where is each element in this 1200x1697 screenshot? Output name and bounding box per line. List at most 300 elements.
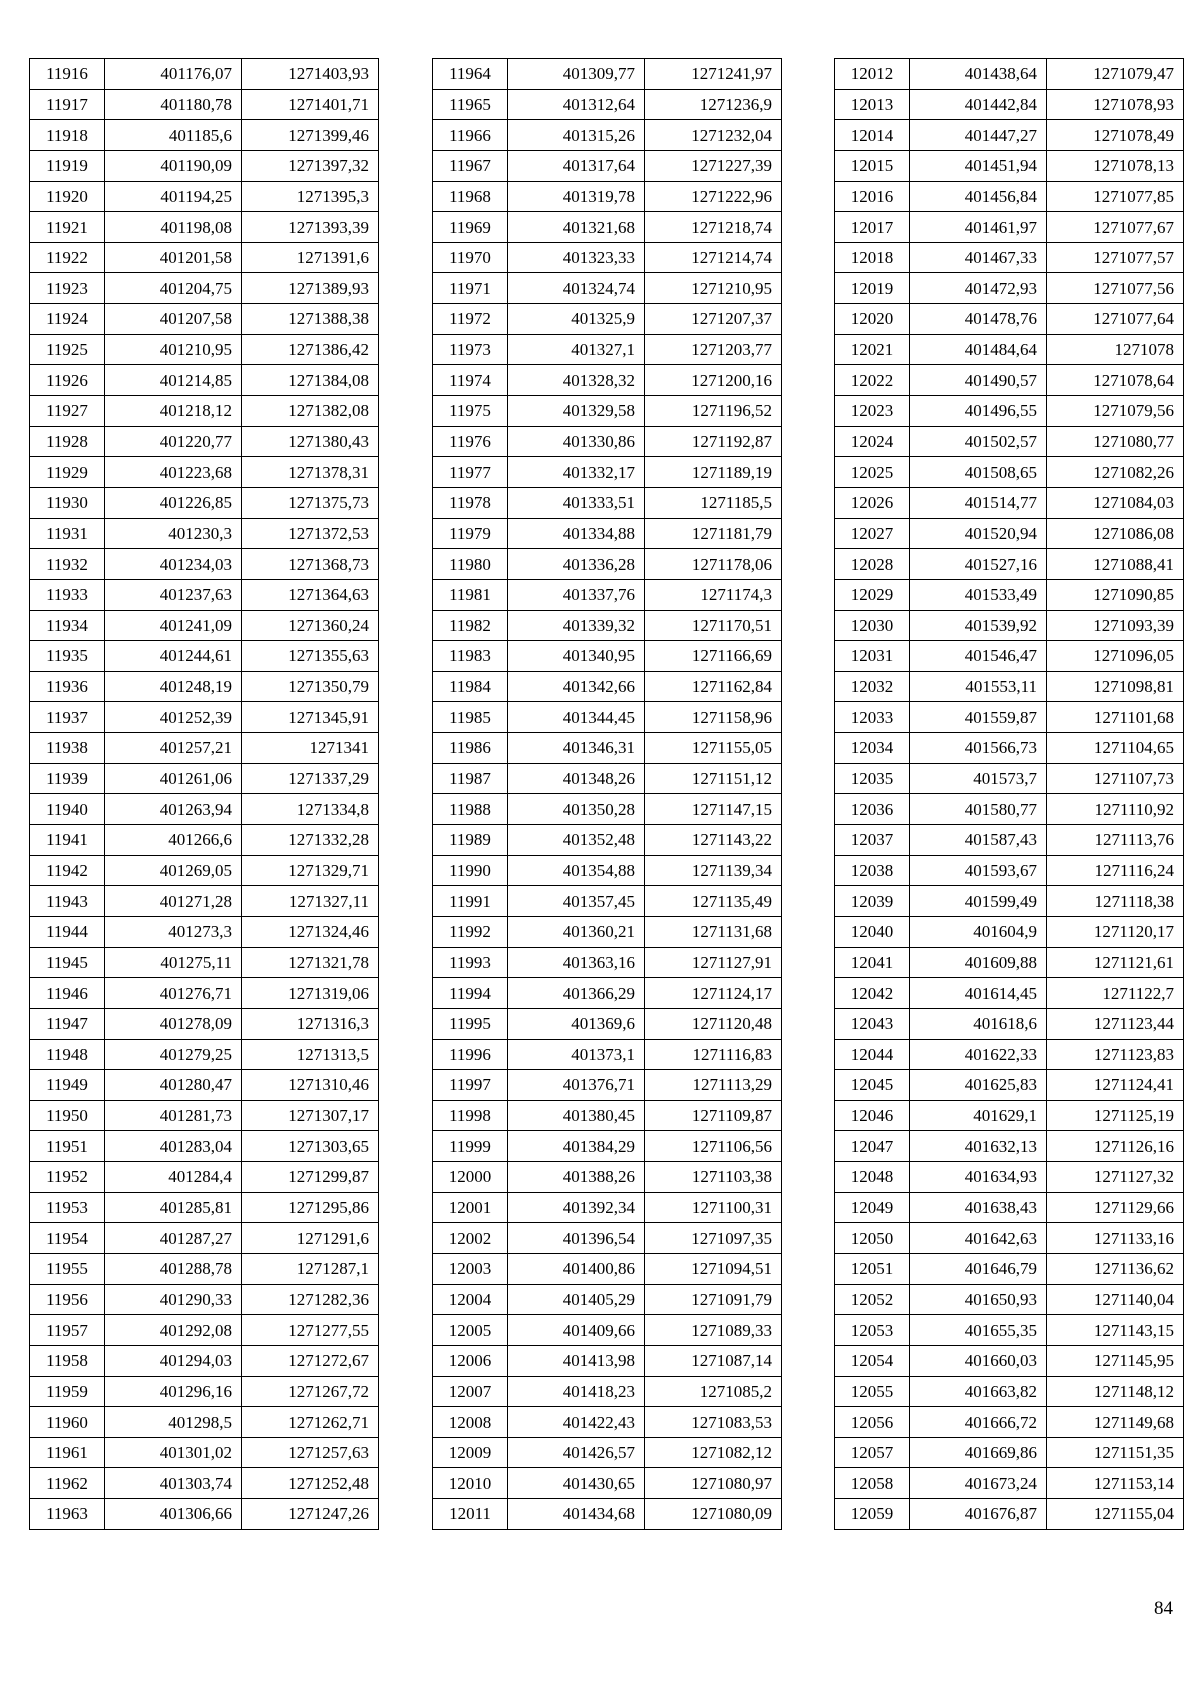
table-row xyxy=(433,1315,782,1346)
x-coordinate-cell: 401204,75 xyxy=(105,273,242,304)
y-coordinate-cell: 1271222,96 xyxy=(645,181,782,212)
table-row xyxy=(835,1253,1184,1284)
y-coordinate-cell: 1271291,6 xyxy=(242,1223,379,1254)
point-number-cell: 11976 xyxy=(433,426,508,457)
x-coordinate-cell: 401248,19 xyxy=(105,671,242,702)
point-number-cell: 12039 xyxy=(835,886,910,917)
point-number-cell: 12023 xyxy=(835,396,910,427)
y-coordinate-cell: 1271174,3 xyxy=(645,579,782,610)
x-coordinate-cell: 401303,74 xyxy=(105,1468,242,1499)
x-coordinate-cell: 401508,65 xyxy=(910,457,1047,488)
table-row xyxy=(433,641,782,672)
point-number-cell: 12055 xyxy=(835,1376,910,1407)
table-row xyxy=(30,59,379,90)
y-coordinate-cell: 1271151,35 xyxy=(1047,1437,1184,1468)
y-coordinate-cell: 1271143,22 xyxy=(645,825,782,856)
table-row xyxy=(30,1131,379,1162)
table-row xyxy=(433,1253,782,1284)
point-number-cell: 12002 xyxy=(433,1223,508,1254)
point-number-cell: 11970 xyxy=(433,242,508,273)
table-row xyxy=(835,242,1184,273)
table-row xyxy=(433,549,782,580)
table-row xyxy=(30,855,379,886)
point-number-cell: 12047 xyxy=(835,1131,910,1162)
x-coordinate-cell: 401271,28 xyxy=(105,886,242,917)
y-coordinate-cell: 1271295,86 xyxy=(242,1192,379,1223)
table-row xyxy=(835,1070,1184,1101)
x-coordinate-cell: 401604,9 xyxy=(910,916,1047,947)
y-coordinate-cell: 1271185,5 xyxy=(645,487,782,518)
x-coordinate-cell: 401622,33 xyxy=(910,1039,1047,1070)
y-coordinate-cell: 1271078,13 xyxy=(1047,150,1184,181)
x-coordinate-cell: 401496,55 xyxy=(910,396,1047,427)
point-number-cell: 11925 xyxy=(30,334,105,365)
y-coordinate-cell: 1271232,04 xyxy=(645,120,782,151)
x-coordinate-cell: 401593,67 xyxy=(910,855,1047,886)
point-number-cell: 11935 xyxy=(30,641,105,672)
table-row xyxy=(433,518,782,549)
y-coordinate-cell: 1271118,38 xyxy=(1047,886,1184,917)
y-coordinate-cell: 1271079,47 xyxy=(1047,59,1184,90)
point-number-cell: 11972 xyxy=(433,304,508,335)
point-number-cell: 11951 xyxy=(30,1131,105,1162)
y-coordinate-cell: 1271131,68 xyxy=(645,916,782,947)
table-row xyxy=(835,763,1184,794)
y-coordinate-cell: 1271393,39 xyxy=(242,212,379,243)
y-coordinate-cell: 1271135,49 xyxy=(645,886,782,917)
table-row xyxy=(30,1468,379,1499)
point-number-cell: 12027 xyxy=(835,518,910,549)
table-row xyxy=(835,150,1184,181)
point-number-cell: 11958 xyxy=(30,1345,105,1376)
table-row xyxy=(835,947,1184,978)
x-coordinate-cell: 401292,08 xyxy=(105,1315,242,1346)
point-number-cell: 11944 xyxy=(30,916,105,947)
y-coordinate-cell: 1271282,36 xyxy=(242,1284,379,1315)
table-row xyxy=(835,1284,1184,1315)
table-row xyxy=(433,1131,782,1162)
x-coordinate-cell: 401294,03 xyxy=(105,1345,242,1376)
y-coordinate-cell: 1271078,64 xyxy=(1047,365,1184,396)
y-coordinate-cell: 1271120,48 xyxy=(645,1008,782,1039)
x-coordinate-cell: 401223,68 xyxy=(105,457,242,488)
y-coordinate-cell: 1271124,17 xyxy=(645,978,782,1009)
table-row xyxy=(835,457,1184,488)
x-coordinate-cell: 401321,68 xyxy=(508,212,645,243)
x-coordinate-cell: 401625,83 xyxy=(910,1070,1047,1101)
y-coordinate-cell: 1271395,3 xyxy=(242,181,379,212)
y-coordinate-cell: 1271403,93 xyxy=(242,59,379,90)
table-row xyxy=(433,1437,782,1468)
x-coordinate-cell: 401296,16 xyxy=(105,1376,242,1407)
table-row xyxy=(433,763,782,794)
y-coordinate-cell: 1271109,87 xyxy=(645,1100,782,1131)
table-row xyxy=(835,89,1184,120)
y-coordinate-cell: 1271080,77 xyxy=(1047,426,1184,457)
x-coordinate-cell: 401634,93 xyxy=(910,1162,1047,1193)
table-row xyxy=(835,1407,1184,1438)
y-coordinate-cell: 1271399,46 xyxy=(242,120,379,151)
point-number-cell: 12042 xyxy=(835,978,910,1009)
table-row xyxy=(433,365,782,396)
y-coordinate-cell: 1271140,04 xyxy=(1047,1284,1184,1315)
table-row xyxy=(433,487,782,518)
y-coordinate-cell: 1271313,5 xyxy=(242,1039,379,1070)
point-number-cell: 12000 xyxy=(433,1162,508,1193)
point-number-cell: 12040 xyxy=(835,916,910,947)
table-row xyxy=(433,579,782,610)
x-coordinate-cell: 401451,94 xyxy=(910,150,1047,181)
point-number-cell: 12033 xyxy=(835,702,910,733)
y-coordinate-cell: 1271078,49 xyxy=(1047,120,1184,151)
x-coordinate-cell: 401669,86 xyxy=(910,1437,1047,1468)
table-row xyxy=(433,1100,782,1131)
table-row xyxy=(30,1437,379,1468)
x-coordinate-cell: 401405,29 xyxy=(508,1284,645,1315)
point-number-cell: 11988 xyxy=(433,794,508,825)
y-coordinate-cell: 1271372,53 xyxy=(242,518,379,549)
table-row xyxy=(30,365,379,396)
table-row xyxy=(835,59,1184,90)
table-row xyxy=(835,304,1184,335)
table-row xyxy=(30,396,379,427)
x-coordinate-cell: 401478,76 xyxy=(910,304,1047,335)
y-coordinate-cell: 1271084,03 xyxy=(1047,487,1184,518)
y-coordinate-cell: 1271252,48 xyxy=(242,1468,379,1499)
x-coordinate-cell: 401325,9 xyxy=(508,304,645,335)
table-row xyxy=(30,181,379,212)
x-coordinate-cell: 401650,93 xyxy=(910,1284,1047,1315)
point-number-cell: 11949 xyxy=(30,1070,105,1101)
table-row xyxy=(835,549,1184,580)
y-coordinate-cell: 1271101,68 xyxy=(1047,702,1184,733)
y-coordinate-cell: 1271227,39 xyxy=(645,150,782,181)
y-coordinate-cell: 1271178,06 xyxy=(645,549,782,580)
table-row xyxy=(433,671,782,702)
table-row xyxy=(835,396,1184,427)
point-number-cell: 11943 xyxy=(30,886,105,917)
point-number-cell: 11937 xyxy=(30,702,105,733)
y-coordinate-cell: 1271098,81 xyxy=(1047,671,1184,702)
point-number-cell: 11978 xyxy=(433,487,508,518)
point-number-cell: 11931 xyxy=(30,518,105,549)
x-coordinate-cell: 401384,29 xyxy=(508,1131,645,1162)
table-row xyxy=(433,947,782,978)
table-row xyxy=(835,1499,1184,1530)
point-number-cell: 11921 xyxy=(30,212,105,243)
point-number-cell: 11947 xyxy=(30,1008,105,1039)
point-number-cell: 12049 xyxy=(835,1192,910,1223)
y-coordinate-cell: 1271200,16 xyxy=(645,365,782,396)
point-number-cell: 12053 xyxy=(835,1315,910,1346)
x-coordinate-cell: 401281,73 xyxy=(105,1100,242,1131)
y-coordinate-cell: 1271334,8 xyxy=(242,794,379,825)
y-coordinate-cell: 1271125,19 xyxy=(1047,1100,1184,1131)
table-row xyxy=(835,212,1184,243)
table-row xyxy=(30,733,379,764)
x-coordinate-cell: 401301,02 xyxy=(105,1437,242,1468)
x-coordinate-cell: 401376,71 xyxy=(508,1070,645,1101)
point-number-cell: 11993 xyxy=(433,947,508,978)
x-coordinate-cell: 401527,16 xyxy=(910,549,1047,580)
table-row xyxy=(835,1039,1184,1070)
point-number-cell: 12015 xyxy=(835,150,910,181)
x-coordinate-cell: 401533,49 xyxy=(910,579,1047,610)
point-number-cell: 11966 xyxy=(433,120,508,151)
y-coordinate-cell: 1271087,14 xyxy=(645,1345,782,1376)
point-number-cell: 11981 xyxy=(433,579,508,610)
y-coordinate-cell: 1271321,78 xyxy=(242,947,379,978)
point-number-cell: 12059 xyxy=(835,1499,910,1530)
point-number-cell: 12048 xyxy=(835,1162,910,1193)
table-row xyxy=(30,1100,379,1131)
table-row xyxy=(835,886,1184,917)
point-number-cell: 11965 xyxy=(433,89,508,120)
point-number-cell: 12052 xyxy=(835,1284,910,1315)
x-coordinate-cell: 401553,11 xyxy=(910,671,1047,702)
point-number-cell: 11956 xyxy=(30,1284,105,1315)
y-coordinate-cell: 1271091,79 xyxy=(645,1284,782,1315)
y-coordinate-cell: 1271104,65 xyxy=(1047,733,1184,764)
point-number-cell: 12010 xyxy=(433,1468,508,1499)
point-number-cell: 12036 xyxy=(835,794,910,825)
y-coordinate-cell: 1271155,04 xyxy=(1047,1499,1184,1530)
x-coordinate-cell: 401472,93 xyxy=(910,273,1047,304)
x-coordinate-cell: 401580,77 xyxy=(910,794,1047,825)
x-coordinate-cell: 401559,87 xyxy=(910,702,1047,733)
point-number-cell: 11986 xyxy=(433,733,508,764)
x-coordinate-cell: 401279,25 xyxy=(105,1039,242,1070)
point-number-cell: 12016 xyxy=(835,181,910,212)
point-number-cell: 11980 xyxy=(433,549,508,580)
point-number-cell: 11967 xyxy=(433,150,508,181)
x-coordinate-cell: 401484,64 xyxy=(910,334,1047,365)
point-number-cell: 12004 xyxy=(433,1284,508,1315)
y-coordinate-cell: 1271086,08 xyxy=(1047,518,1184,549)
x-coordinate-cell: 401327,1 xyxy=(508,334,645,365)
y-coordinate-cell: 1271126,16 xyxy=(1047,1131,1184,1162)
x-coordinate-cell: 401290,33 xyxy=(105,1284,242,1315)
x-coordinate-cell: 401348,26 xyxy=(508,763,645,794)
table-row xyxy=(433,1070,782,1101)
y-coordinate-cell: 1271151,12 xyxy=(645,763,782,794)
y-coordinate-cell: 1271077,64 xyxy=(1047,304,1184,335)
table-row xyxy=(433,59,782,90)
point-number-cell: 11995 xyxy=(433,1008,508,1039)
table-row xyxy=(835,855,1184,886)
y-coordinate-cell: 1271341 xyxy=(242,733,379,764)
point-number-cell: 11997 xyxy=(433,1070,508,1101)
point-number-cell: 11950 xyxy=(30,1100,105,1131)
point-number-cell: 12022 xyxy=(835,365,910,396)
y-coordinate-cell: 1271113,76 xyxy=(1047,825,1184,856)
point-number-cell: 12024 xyxy=(835,426,910,457)
table-row xyxy=(433,1376,782,1407)
table-row xyxy=(30,242,379,273)
y-coordinate-cell: 1271189,19 xyxy=(645,457,782,488)
x-coordinate-cell: 401409,66 xyxy=(508,1315,645,1346)
x-coordinate-cell: 401210,95 xyxy=(105,334,242,365)
x-coordinate-cell: 401350,28 xyxy=(508,794,645,825)
x-coordinate-cell: 401284,4 xyxy=(105,1162,242,1193)
y-coordinate-cell: 1271082,12 xyxy=(645,1437,782,1468)
y-coordinate-cell: 1271100,31 xyxy=(645,1192,782,1223)
table-row xyxy=(30,1315,379,1346)
y-coordinate-cell: 1271139,34 xyxy=(645,855,782,886)
x-coordinate-cell: 401283,04 xyxy=(105,1131,242,1162)
y-coordinate-cell: 1271214,74 xyxy=(645,242,782,273)
table-row xyxy=(835,181,1184,212)
y-coordinate-cell: 1271124,41 xyxy=(1047,1070,1184,1101)
y-coordinate-cell: 1271093,39 xyxy=(1047,610,1184,641)
y-coordinate-cell: 1271319,06 xyxy=(242,978,379,1009)
table-row xyxy=(30,1499,379,1530)
table-row xyxy=(30,120,379,151)
x-coordinate-cell: 401273,3 xyxy=(105,916,242,947)
x-coordinate-cell: 401309,77 xyxy=(508,59,645,90)
point-number-cell: 12008 xyxy=(433,1407,508,1438)
point-number-cell: 11942 xyxy=(30,855,105,886)
point-number-cell: 12050 xyxy=(835,1223,910,1254)
table-row xyxy=(433,1407,782,1438)
y-coordinate-cell: 1271196,52 xyxy=(645,396,782,427)
table-row xyxy=(30,212,379,243)
point-number-cell: 11985 xyxy=(433,702,508,733)
point-number-cell: 11945 xyxy=(30,947,105,978)
point-number-cell: 11990 xyxy=(433,855,508,886)
x-coordinate-cell: 401447,27 xyxy=(910,120,1047,151)
table-row xyxy=(835,518,1184,549)
table-row xyxy=(433,89,782,120)
table-row xyxy=(835,1376,1184,1407)
y-coordinate-cell: 1271241,97 xyxy=(645,59,782,90)
x-coordinate-cell: 401230,3 xyxy=(105,518,242,549)
point-number-cell: 11974 xyxy=(433,365,508,396)
table-row xyxy=(30,1407,379,1438)
x-coordinate-cell: 401185,6 xyxy=(105,120,242,151)
y-coordinate-cell: 1271085,2 xyxy=(645,1376,782,1407)
point-number-cell: 11987 xyxy=(433,763,508,794)
point-number-cell: 11923 xyxy=(30,273,105,304)
point-number-cell: 11983 xyxy=(433,641,508,672)
table-row xyxy=(30,426,379,457)
x-coordinate-cell: 401198,08 xyxy=(105,212,242,243)
point-number-cell: 12028 xyxy=(835,549,910,580)
y-coordinate-cell: 1271143,15 xyxy=(1047,1315,1184,1346)
table-row xyxy=(433,457,782,488)
point-number-cell: 11959 xyxy=(30,1376,105,1407)
y-coordinate-cell: 1271316,3 xyxy=(242,1008,379,1039)
point-number-cell: 11941 xyxy=(30,825,105,856)
y-coordinate-cell: 1271380,43 xyxy=(242,426,379,457)
y-coordinate-cell: 1271078 xyxy=(1047,334,1184,365)
x-coordinate-cell: 401226,85 xyxy=(105,487,242,518)
x-coordinate-cell: 401336,28 xyxy=(508,549,645,580)
point-number-cell: 11968 xyxy=(433,181,508,212)
x-coordinate-cell: 401618,6 xyxy=(910,1008,1047,1039)
x-coordinate-cell: 401434,68 xyxy=(508,1499,645,1530)
x-coordinate-cell: 401340,95 xyxy=(508,641,645,672)
x-coordinate-cell: 401609,88 xyxy=(910,947,1047,978)
y-coordinate-cell: 1271388,38 xyxy=(242,304,379,335)
point-number-cell: 11994 xyxy=(433,978,508,1009)
table-row xyxy=(30,457,379,488)
x-coordinate-cell: 401666,72 xyxy=(910,1407,1047,1438)
x-coordinate-cell: 401366,29 xyxy=(508,978,645,1009)
table-row xyxy=(835,579,1184,610)
point-number-cell: 12026 xyxy=(835,487,910,518)
y-coordinate-cell: 1271236,9 xyxy=(645,89,782,120)
y-coordinate-cell: 1271153,14 xyxy=(1047,1468,1184,1499)
y-coordinate-cell: 1271116,83 xyxy=(645,1039,782,1070)
point-number-cell: 12019 xyxy=(835,273,910,304)
y-coordinate-cell: 1271307,17 xyxy=(242,1100,379,1131)
table-row xyxy=(835,487,1184,518)
table-row xyxy=(835,702,1184,733)
table-row xyxy=(30,641,379,672)
table-row xyxy=(433,1345,782,1376)
y-coordinate-cell: 1271203,77 xyxy=(645,334,782,365)
table-row xyxy=(433,1162,782,1193)
point-number-cell: 11964 xyxy=(433,59,508,90)
point-number-cell: 11979 xyxy=(433,518,508,549)
y-coordinate-cell: 1271391,6 xyxy=(242,242,379,273)
x-coordinate-cell: 401539,92 xyxy=(910,610,1047,641)
x-coordinate-cell: 401323,33 xyxy=(508,242,645,273)
point-number-cell: 11955 xyxy=(30,1253,105,1284)
y-coordinate-cell: 1271368,73 xyxy=(242,549,379,580)
y-coordinate-cell: 1271345,91 xyxy=(242,702,379,733)
table-row xyxy=(433,334,782,365)
point-number-cell: 12032 xyxy=(835,671,910,702)
point-number-cell: 11973 xyxy=(433,334,508,365)
x-coordinate-cell: 401263,94 xyxy=(105,794,242,825)
y-coordinate-cell: 1271122,7 xyxy=(1047,978,1184,1009)
point-number-cell: 12035 xyxy=(835,763,910,794)
point-number-cell: 12031 xyxy=(835,641,910,672)
y-coordinate-cell: 1271401,71 xyxy=(242,89,379,120)
y-coordinate-cell: 1271324,46 xyxy=(242,916,379,947)
point-number-cell: 11916 xyxy=(30,59,105,90)
point-number-cell: 11954 xyxy=(30,1223,105,1254)
x-coordinate-cell: 401298,5 xyxy=(105,1407,242,1438)
x-coordinate-cell: 401392,34 xyxy=(508,1192,645,1223)
point-number-cell: 12003 xyxy=(433,1253,508,1284)
point-number-cell: 12014 xyxy=(835,120,910,151)
point-number-cell: 11962 xyxy=(30,1468,105,1499)
table-row xyxy=(433,1223,782,1254)
point-number-cell: 11940 xyxy=(30,794,105,825)
point-number-cell: 11969 xyxy=(433,212,508,243)
coordinate-table-1 xyxy=(29,58,379,1530)
point-number-cell: 11922 xyxy=(30,242,105,273)
point-number-cell: 11938 xyxy=(30,733,105,764)
point-number-cell: 12006 xyxy=(433,1345,508,1376)
x-coordinate-cell: 401207,58 xyxy=(105,304,242,335)
y-coordinate-cell: 1271080,97 xyxy=(645,1468,782,1499)
table-row xyxy=(30,518,379,549)
table-row xyxy=(433,825,782,856)
y-coordinate-cell: 1271147,15 xyxy=(645,794,782,825)
point-number-cell: 12007 xyxy=(433,1376,508,1407)
point-number-cell: 11957 xyxy=(30,1315,105,1346)
table-row xyxy=(835,334,1184,365)
table-row xyxy=(433,794,782,825)
point-number-cell: 12045 xyxy=(835,1070,910,1101)
point-number-cell: 11928 xyxy=(30,426,105,457)
table-row xyxy=(835,1131,1184,1162)
x-coordinate-cell: 401418,23 xyxy=(508,1376,645,1407)
